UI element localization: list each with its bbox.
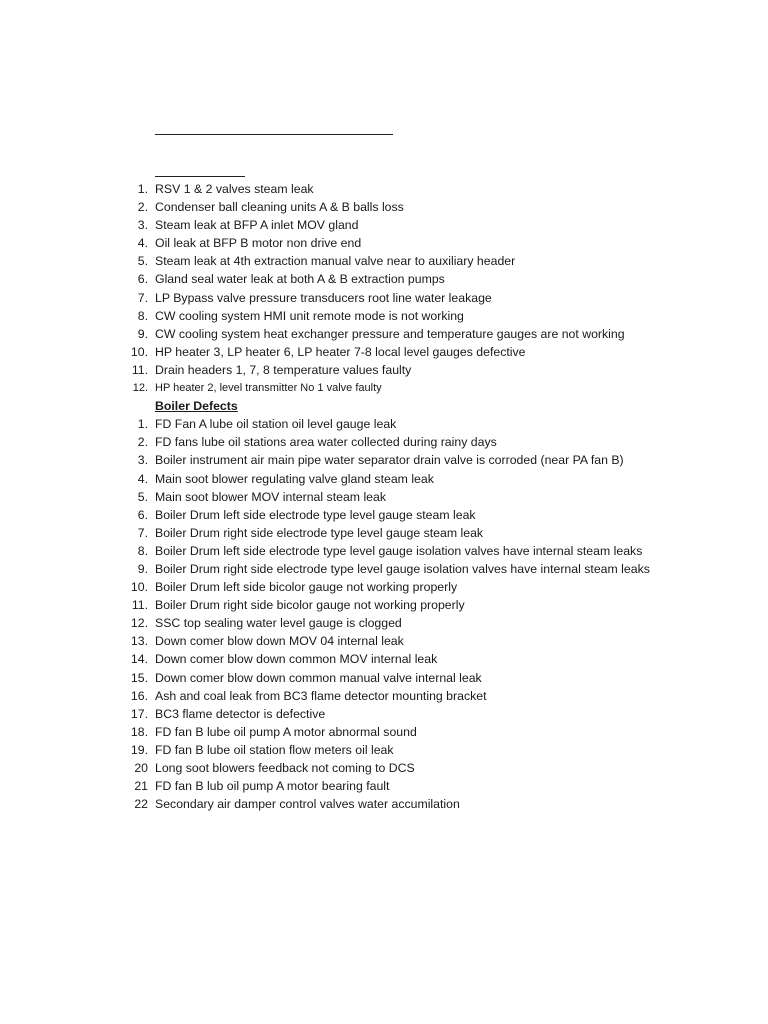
list-item <box>0 650 768 668</box>
item-number: 8. <box>137 543 148 558</box>
item-text: LP Bypass valve pressure transducers root line water leakage <box>155 290 492 305</box>
item-number: 4. <box>137 471 148 486</box>
list-item <box>0 759 768 777</box>
item-number: 7. <box>137 525 148 540</box>
item-number: 3. <box>137 218 148 233</box>
item-text: FD fan B lub oil pump A motor bearing fault <box>155 779 390 794</box>
item-number: 4. <box>137 236 148 251</box>
item-number: 11. <box>131 598 148 613</box>
item-text: Drain headers 1, 7, 8 temperature values faulty <box>155 362 412 377</box>
list-item <box>0 451 768 469</box>
list-item <box>0 524 768 542</box>
item-number: 1. <box>137 417 148 432</box>
item-text: CW cooling system HMI unit remote mode is not working <box>155 308 464 323</box>
item-number: 6. <box>137 507 148 522</box>
item-text: Oil leak at BFP B motor non drive end <box>155 236 362 251</box>
item-number: 7. <box>137 290 148 305</box>
list-item <box>0 252 768 270</box>
list-item <box>0 470 768 488</box>
item-text: Long soot blowers feedback not coming to DCS <box>155 761 415 775</box>
item-text: FD fans lube oil stations area water collected during rainy days <box>155 435 497 450</box>
item-text: Steam leak at 4th extraction manual valve near to auxiliary header <box>155 254 516 269</box>
subtitle-underline <box>155 176 245 177</box>
list-item <box>0 270 768 288</box>
list-item <box>0 234 768 252</box>
item-text: SSC top sealing water level gauge is clogged <box>155 616 402 631</box>
item-text: Boiler Drum right side bicolor gauge not working properly <box>155 598 465 613</box>
list-item <box>0 433 768 451</box>
item-number: 12. <box>130 616 148 631</box>
item-text: HP heater 2, level transmitter No 1 valve faulty <box>155 382 382 395</box>
list-item <box>0 307 768 325</box>
list-item <box>0 325 768 343</box>
item-number: 18. <box>130 724 148 739</box>
list-item <box>0 687 768 705</box>
item-number: 16. <box>130 688 148 703</box>
item-text: HP heater 3, LP heater 6, LP heater 7-8 local level gauges defective <box>155 344 526 359</box>
item-number: 22 <box>134 797 148 812</box>
item-number: 2. <box>137 435 148 450</box>
item-number: 2. <box>137 200 148 215</box>
item-number: 8. <box>137 308 148 323</box>
item-text: FD fan B lube oil station flow meters oil leak <box>155 742 394 757</box>
item-number: 3. <box>137 453 148 468</box>
item-number: 14. <box>130 652 148 667</box>
item-text: Secondary air damper control valves water accumilation <box>155 797 460 812</box>
item-text: Down comer blow down common MOV internal leak <box>155 652 438 667</box>
item-number: 21 <box>134 779 148 794</box>
item-number: 10. <box>130 580 148 595</box>
item-text: Ash and coal leak from BC3 flame detector mounting bracket <box>155 688 487 703</box>
list-item <box>0 777 768 795</box>
item-text: Steam leak at BFP A inlet MOV gland <box>155 218 359 233</box>
list-item <box>0 379 768 397</box>
list-item <box>0 723 768 741</box>
item-number: 12. <box>132 382 148 395</box>
list-item <box>0 596 768 614</box>
item-text: Boiler Drum left side bicolor gauge not working properly <box>155 580 458 595</box>
item-text: Boiler Drum left side electrode type level gauge steam leak <box>155 507 476 522</box>
list-item <box>0 343 768 361</box>
list-item <box>0 560 768 578</box>
list-item <box>0 289 768 307</box>
item-number: 5. <box>137 489 148 504</box>
list-item <box>0 614 768 632</box>
item-number: 1. <box>137 182 148 196</box>
item-text: Boiler Drum right side electrode type level gauge isolation valves have internal steam leaks <box>155 561 650 576</box>
item-text: Boiler instrument air main pipe water separator drain valve is corroded (near PA fan B) <box>155 453 624 468</box>
item-number: 5. <box>137 254 148 269</box>
item-text: Boiler Drum left side electrode type level gauge isolation valves have internal steam leaks <box>155 543 643 558</box>
item-number: 9. <box>137 326 148 341</box>
list-item <box>0 542 768 560</box>
list-item <box>0 488 768 506</box>
list-item <box>0 198 768 216</box>
list-item <box>0 741 768 759</box>
item-number: 20 <box>134 761 148 775</box>
boiler-defects-heading-row <box>0 397 768 415</box>
item-text: Down comer blow down common manual valve internal leak <box>155 670 482 685</box>
item-text: BC3 flame detector is defective <box>155 706 326 721</box>
item-text: FD Fan A lube oil station oil level gauge leak <box>155 417 397 432</box>
item-number: 11. <box>131 362 148 377</box>
item-number: 9. <box>137 561 148 576</box>
section-heading: Boiler Defects <box>155 399 238 414</box>
item-text: RSV 1 & 2 valves steam leak <box>155 182 314 196</box>
item-text: Main soot blower regulating valve gland steam leak <box>155 471 434 486</box>
list-item <box>0 180 768 198</box>
item-number: 10. <box>130 344 148 359</box>
item-text: Down comer blow down MOV 04 internal leak <box>155 634 404 649</box>
item-number: 17. <box>130 706 148 721</box>
list-item <box>0 415 768 433</box>
list-item <box>0 632 768 650</box>
item-text: CW cooling system heat exchanger pressure and temperature gauges are not working <box>155 326 625 341</box>
list-item <box>0 216 768 234</box>
item-text: Condenser ball cleaning units A & B balls loss <box>155 200 404 215</box>
list-item <box>0 506 768 524</box>
item-number: 15. <box>130 670 148 685</box>
item-number: 6. <box>137 272 148 287</box>
list-item <box>0 578 768 596</box>
list-item <box>0 361 768 379</box>
item-text: Boiler Drum right side electrode type level gauge steam leak <box>155 525 484 540</box>
list-item <box>0 795 768 813</box>
list-item <box>0 669 768 687</box>
title-underline <box>155 134 393 135</box>
item-text: Main soot blower MOV internal steam leak <box>155 489 387 504</box>
item-text: Gland seal water leak at both A & B extraction pumps <box>155 272 445 287</box>
item-number: 13. <box>130 634 148 649</box>
list-item <box>0 705 768 723</box>
item-text: FD fan B lube oil pump A motor abnormal sound <box>155 724 417 739</box>
item-number: 19. <box>130 742 148 757</box>
defect-list <box>0 180 768 813</box>
